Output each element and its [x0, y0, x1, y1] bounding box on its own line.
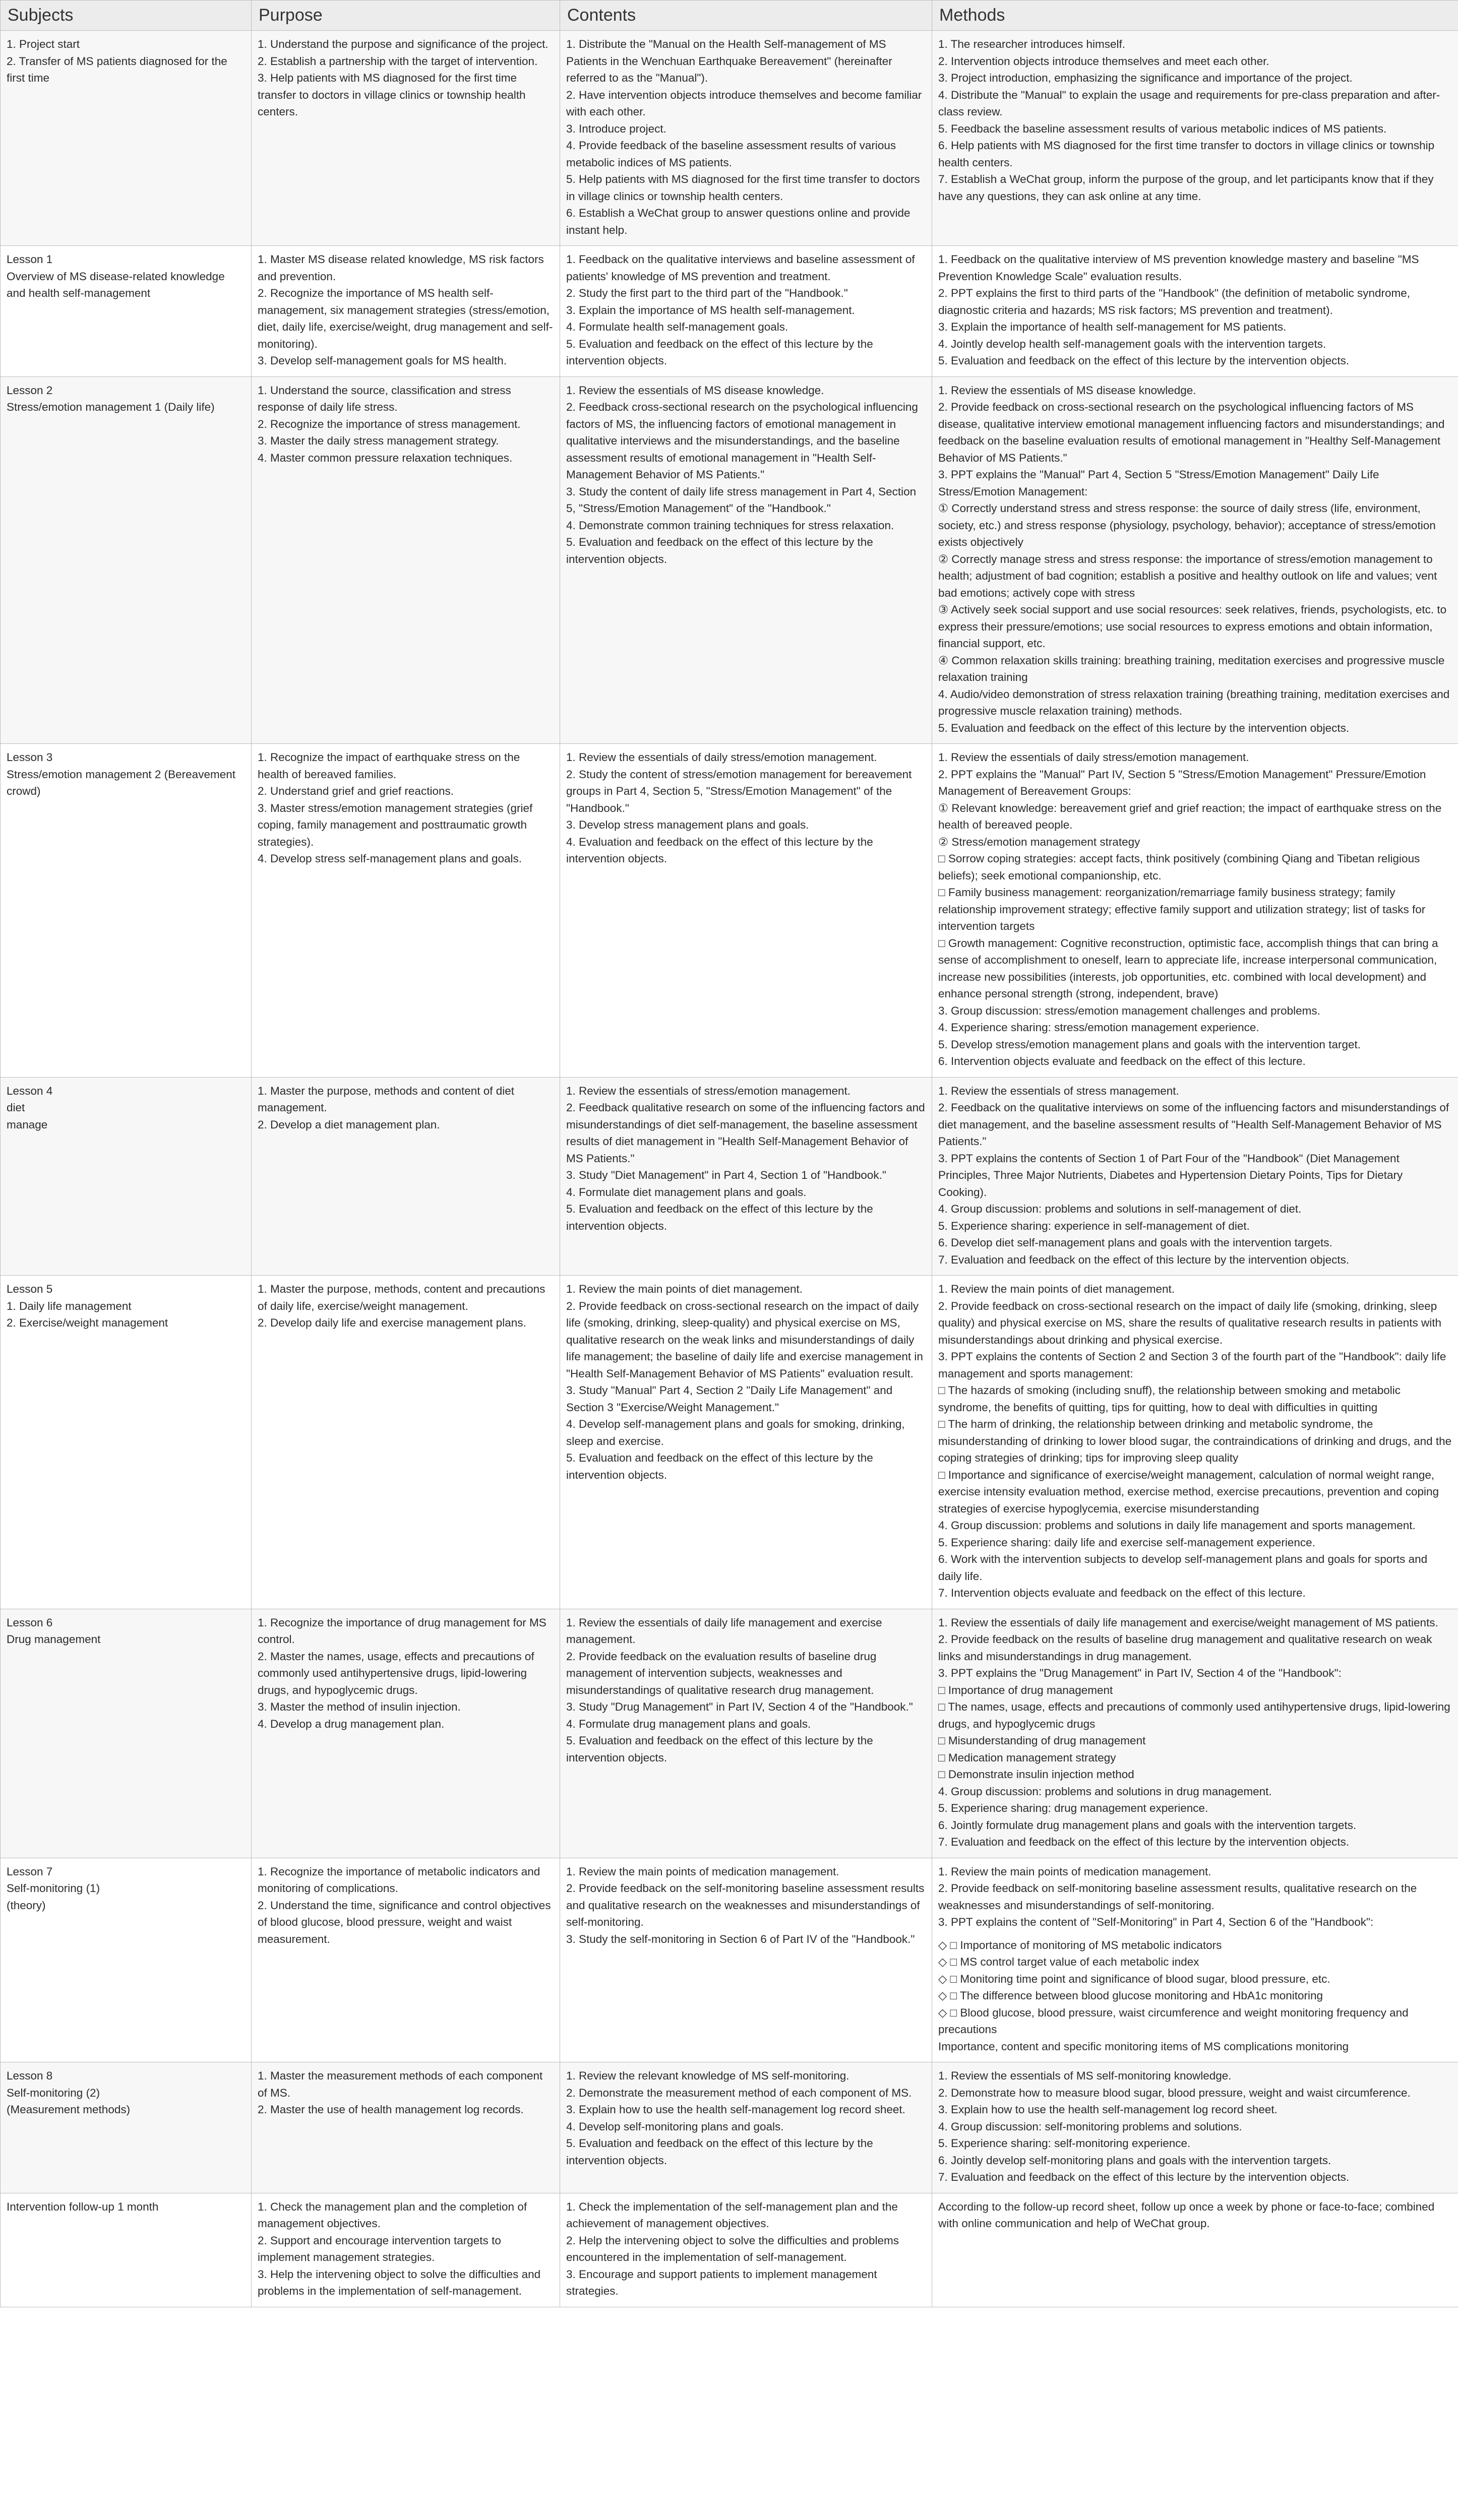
methods-line: 5. Experience sharing: self-monitoring experience.	[938, 2137, 1191, 2150]
methods-cell	[932, 1858, 1458, 2062]
methods-line: 4. Jointly develop health self-management goals with the intervention targets.	[938, 337, 1326, 350]
contents-cell	[560, 1077, 932, 1276]
methods-line: □ Family business management: reorganization/remarriage family business strategy; family relationship improvement strategy; effective family support and utilization strategy; list of tasks for intervention targets	[938, 886, 1426, 932]
contents-line: 5. Evaluation and feedback on the effect of this lecture by the intervention objects.	[566, 1734, 873, 1764]
contents-line: 1. Review the essentials of stress/emotion management.	[566, 1084, 851, 1097]
methods-line: □ Medication management strategy	[938, 1751, 1116, 1764]
purpose-cell	[252, 31, 560, 246]
purpose-line: 1. Master MS disease related knowledge, MS risk factors and prevention.	[258, 253, 544, 283]
methods-cell	[932, 376, 1458, 744]
methods-line: Importance, content and specific monitoring items of MS complications monitoring	[938, 2040, 1349, 2053]
subjects-line: 1. Project start	[7, 38, 80, 50]
table-row	[1, 2193, 1458, 2307]
methods-line: ◇ □ MS control target value of each metabolic index	[938, 1956, 1199, 1968]
subjects-line: manage	[7, 1118, 48, 1131]
subjects-line: Stress/emotion management 2 (Bereavement crowd)	[7, 768, 235, 797]
subjects-cell	[1, 1858, 252, 2062]
methods-line: 7. Intervention objects evaluate and feedback on the effect of this lecture.	[938, 1587, 1306, 1599]
subjects-line: Stress/emotion management 1 (Daily life)	[7, 401, 215, 413]
methods-line: 1. Review the main points of medication management.	[938, 1865, 1211, 1878]
methods-line: ② Stress/emotion management strategy	[938, 835, 1140, 848]
methods-line: □ The hazards of smoking (including snuff), the relationship between smoking and metabolic syndrome, the benefits of quitting, tips for quitting, how to deal with difficulties in quitting	[938, 1384, 1401, 1414]
contents-line: 2. Provide feedback on cross-sectional research on the impact of daily life (smoking, drinking, sleep-quality) and physical exercise on MS, qualitative research on the weak links and misunderstandings of daily life management; the baseline of daily life and exercise management in "Health Self-Management Behavior of MS Patients" evaluation result.	[566, 1299, 923, 1380]
methods-line: 5. Develop stress/emotion management plans and goals with the intervention target.	[938, 1038, 1361, 1051]
contents-line: 3. Study "Diet Management" in Part 4, Section 1 of "Handbook."	[566, 1169, 886, 1181]
methods-line: □ Growth management: Cognitive reconstruction, optimistic face, accomplish things that can bring a sense of accomplishment to oneself, learn to appreciate life, increase interpersonal communication, increase new possibilities (interests, job opportunities, etc. combined with local development) and enhance personal strength (strong, independent, brave)	[938, 936, 1438, 1000]
methods-line: 2. PPT explains the first to third parts of the "Handbook" (the definition of metabolic syndrome, diagnostic criteria and hazards; MS risk factors; MS prevention and treatment).	[938, 287, 1411, 317]
contents-line: 5. Evaluation and feedback on the effect of this lecture by the intervention objects.	[566, 536, 873, 565]
contents-line: 2. Study the first part to the third part of the "Handbook."	[566, 287, 848, 299]
header-methods: Methods	[932, 1, 1458, 31]
purpose-line: 2. Develop a diet management plan.	[258, 1118, 440, 1131]
subjects-cell	[1, 2193, 252, 2307]
methods-line: 6. Develop diet self-management plans and goals with the intervention targets.	[938, 1236, 1332, 1249]
subjects-line: Lesson 6	[7, 1616, 53, 1629]
purpose-line: 2. Understand the time, significance and control objectives of blood glucose, blood pressure, weight and waist measurement.	[258, 1899, 551, 1945]
methods-line: 2. Intervention objects introduce themselves and meet each other.	[938, 54, 1269, 68]
methods-line: 4. Group discussion: problems and solutions in self-management of diet.	[938, 1203, 1302, 1215]
contents-cell	[560, 1276, 932, 1609]
purpose-line: 3. Help patients with MS diagnosed for the first time transfer to doctors in village clinics or township health centers.	[258, 72, 526, 118]
purpose-line: 1. Master the measurement methods of each component of MS.	[258, 2069, 543, 2099]
contents-line: 2. Provide feedback on the evaluation results of baseline drug management of intervention subjects, weaknesses and misunderstandings of qualitative research drug management.	[566, 1650, 877, 1696]
subjects-line: (theory)	[7, 1899, 46, 1912]
methods-line: □ Sorrow coping strategies: accept facts, think positively (combining Qiang and Tibetan religious beliefs); seek emotional companionship, etc.	[938, 852, 1420, 882]
purpose-cell	[252, 1609, 560, 1858]
methods-line: 2. Provide feedback on self-monitoring baseline assessment results, qualitative research on the weaknesses and misunderstandings of self-monitoring.	[938, 1882, 1417, 1912]
contents-cell	[560, 2193, 932, 2307]
methods-line: 3. PPT explains the content of "Self-Monitoring" in Part 4, Section 6 of the "Handbook":	[938, 1916, 1374, 1928]
contents-line: 5. Evaluation and feedback on the effect of this lecture by the intervention objects.	[566, 1452, 873, 1481]
purpose-line: 2. Understand grief and grief reactions.	[258, 785, 454, 797]
table-body	[1, 31, 1458, 2307]
methods-line: 7. Evaluation and feedback on the effect of this lecture by the intervention objects.	[938, 1836, 1350, 1848]
contents-line: 4. Formulate diet management plans and goals.	[566, 1185, 807, 1199]
contents-cell	[560, 1858, 932, 2062]
purpose-cell	[252, 1077, 560, 1276]
subjects-line: diet	[7, 1101, 25, 1114]
contents-line: 2. Demonstrate the measurement method of each component of MS.	[566, 2086, 912, 2099]
methods-line: ◇ □ Monitoring time point and significance of blood sugar, blood pressure, etc.	[938, 1972, 1330, 1985]
contents-line: 4. Provide feedback of the baseline assessment results of various metabolic indices of MS patients.	[566, 139, 896, 169]
contents-line: 1. Feedback on the qualitative interviews and baseline assessment of patients' knowledge of MS prevention and treatment.	[566, 253, 915, 283]
contents-line: 3. Study the content of daily life stress management in Part 4, Section 5, "Stress/Emotion Management" of the "Handbook."	[566, 485, 917, 515]
purpose-line: 3. Develop self-management goals for MS health.	[258, 354, 507, 367]
contents-line: 1. Review the main points of medication management.	[566, 1865, 839, 1878]
purpose-cell	[252, 1858, 560, 2062]
methods-line: 3. Project introduction, emphasizing the significance and importance of the project.	[938, 72, 1353, 84]
subjects-line: 2. Exercise/weight management	[7, 1316, 168, 1329]
contents-line: 6. Establish a WeChat group to answer questions online and provide instant help.	[566, 207, 910, 236]
purpose-cell	[252, 1276, 560, 1609]
purpose-line: 4. Master common pressure relaxation techniques.	[258, 451, 513, 464]
contents-line: 1. Review the main points of diet management.	[566, 1283, 803, 1295]
contents-cell	[560, 376, 932, 744]
contents-line: 2. Feedback qualitative research on some of the influencing factors and misunderstandings of diet self-management, the baseline assessment results of diet management in "Health Self-Management Behavior of MS Patients."	[566, 1101, 925, 1165]
table-row	[1, 1858, 1458, 2062]
contents-line: 3. Study "Drug Management" in Part IV, Section 4 of the "Handbook."	[566, 1700, 913, 1713]
methods-line: 5. Experience sharing: experience in self-management of diet.	[938, 1219, 1250, 1232]
methods-line: 6. Jointly develop self-monitoring plans and goals with the intervention targets.	[938, 2154, 1331, 2167]
methods-line: 3. PPT explains the contents of Section 2 and Section 3 of the fourth part of the "Handbook": daily life management and sports management:	[938, 1350, 1446, 1380]
methods-line: 2. Provide feedback on the results of baseline drug management and qualitative research on weak links and misunderstandings in drug management.	[938, 1633, 1432, 1663]
methods-line: 5. Evaluation and feedback on the effect of this lecture by the intervention objects.	[938, 354, 1350, 367]
purpose-line: 3. Help the intervening object to solve the difficulties and problems in the implementation of self-management.	[258, 2267, 541, 2297]
methods-line: 1. Review the main points of diet management.	[938, 1283, 1175, 1295]
methods-line: 5. Experience sharing: drug management experience.	[938, 1802, 1208, 1814]
methods-line: 3. Group discussion: stress/emotion management challenges and problems.	[938, 1004, 1320, 1017]
subjects-line: Intervention follow-up 1 month	[7, 2200, 159, 2213]
purpose-line: 2. Master the names, usage, effects and precautions of commonly used antihypertensive drugs, lipid-lowering drugs, and hypoglycemic drugs.	[258, 1650, 534, 1696]
methods-line: ② Correctly manage stress and stress response: the importance of stress/emotion management to health; adjustment of bad cognition; establish a positive and healthy outlook on life and values; vent bad emotions; actively cope with stress	[938, 552, 1437, 599]
subjects-line: Lesson 2	[7, 384, 53, 397]
methods-line: □ The names, usage, effects and precautions of commonly used antihypertensive drugs, lipid-lowering drugs, and hypoglycemic drugs	[938, 1700, 1450, 1730]
methods-cell	[932, 1276, 1458, 1609]
table-row	[1, 1077, 1458, 1276]
methods-line: □ The harm of drinking, the relationship between drinking and metabolic syndrome, the misunderstanding of drinking to lower blood sugar, the contraindications of drinking and drugs, and the coping strategies of drinking; tips for improving sleep quality	[938, 1418, 1452, 1464]
subjects-line: Lesson 5	[7, 1283, 53, 1295]
subjects-line: Self-monitoring (2)	[7, 2086, 100, 2099]
contents-line: 5. Evaluation and feedback on the effect of this lecture by the intervention objects.	[566, 1203, 873, 1232]
table-row	[1, 2062, 1458, 2193]
purpose-line: 1. Master the purpose, methods and content of diet management.	[258, 1084, 515, 1114]
purpose-cell	[252, 744, 560, 1078]
subjects-line: 2. Transfer of MS patients diagnosed for the first time	[7, 54, 227, 84]
contents-line: 5. Evaluation and feedback on the effect of this lecture by the intervention objects.	[566, 2137, 873, 2167]
methods-line: 1. Review the essentials of stress management.	[938, 1084, 1179, 1097]
subjects-line: Lesson 4	[7, 1084, 53, 1097]
purpose-cell	[252, 246, 560, 377]
subjects-cell	[1, 1609, 252, 1858]
methods-line: 1. Review the essentials of MS disease knowledge.	[938, 384, 1196, 397]
methods-cell	[932, 744, 1458, 1078]
contents-line: 5. Help patients with MS diagnosed for the first time transfer to doctors in village clinics or township health centers.	[566, 173, 920, 203]
contents-cell	[560, 1609, 932, 1858]
methods-line: 5. Evaluation and feedback on the effect of this lecture by the intervention objects.	[938, 721, 1350, 734]
contents-line: 3. Study "Manual" Part 4, Section 2 "Daily Life Management" and Section 3 "Exercise/Weight Management."	[566, 1384, 893, 1414]
methods-line: 1. Review the essentials of daily stress/emotion management.	[938, 751, 1249, 764]
purpose-line: 1. Recognize the impact of earthquake stress on the health of bereaved families.	[258, 751, 520, 781]
contents-cell	[560, 31, 932, 246]
methods-line: 1. The researcher introduces himself.	[938, 38, 1126, 50]
purpose-cell	[252, 2193, 560, 2307]
contents-line: 4. Demonstrate common training techniques for stress relaxation.	[566, 519, 894, 532]
methods-line: 7. Evaluation and feedback on the effect of this lecture by the intervention objects.	[938, 1253, 1350, 1266]
methods-line: □ Importance and significance of exercise/weight management, calculation of normal weight range, exercise intensity evaluation method, exercise method, exercise precautions, prevention and coping strategies of exercise hypoglycemia, exercise misunderstanding	[938, 1468, 1439, 1515]
methods-line: 1. Review the essentials of MS self-monitoring knowledge.	[938, 2069, 1232, 2082]
table-row	[1, 1276, 1458, 1609]
methods-line: 6. Help patients with MS diagnosed for the first time transfer to doctors in village clinics or township health centers.	[938, 139, 1435, 169]
methods-line: 5. Experience sharing: daily life and exercise self-management experience.	[938, 1536, 1315, 1549]
contents-line: 4. Formulate drug management plans and goals.	[566, 1717, 811, 1730]
purpose-line: 1. Recognize the importance of drug management for MS control.	[258, 1616, 546, 1646]
contents-line: 2. Help the intervening object to solve the difficulties and problems encountered in the implementation of self-management.	[566, 2234, 899, 2263]
contents-line: 4. Develop self-management plans and goals for smoking, drinking, sleep and exercise.	[566, 1418, 905, 1447]
methods-line: 3. PPT explains the "Manual" Part 4, Section 5 "Stress/Emotion Management" Daily Life Stress/Emotion Management:	[938, 468, 1379, 498]
methods-cell	[932, 2062, 1458, 2193]
contents-line: 3. Encourage and support patients to implement management strategies.	[566, 2267, 877, 2297]
contents-line: 1. Review the relevant knowledge of MS self-monitoring.	[566, 2069, 849, 2082]
methods-cell	[932, 1077, 1458, 1276]
subjects-line: (Measurement methods)	[7, 2103, 131, 2116]
table-header	[1, 1, 1458, 31]
contents-line: 1. Review the essentials of daily life management and exercise management.	[566, 1616, 882, 1646]
methods-line: 3. PPT explains the contents of Section 1 of Part Four of the "Handbook" (Diet Management Principles, Three Major Nutrients, Diabetes and Hypertension Dietary Points, Tips for Dietary Cooking).	[938, 1152, 1403, 1199]
methods-line: ③ Actively seek social support and use social resources: seek relatives, friends, psychologists, etc. to express their pressure/emotions; use social resources to express emotions and obtain information, financial support, etc.	[938, 603, 1447, 650]
subjects-line: Drug management	[7, 1633, 101, 1646]
methods-line: 4. Experience sharing: stress/emotion management experience.	[938, 1021, 1259, 1034]
methods-line: □ Misunderstanding of drug management	[938, 1734, 1146, 1747]
methods-line: 4. Distribute the "Manual" to explain the usage and requirements for pre-class preparation and after-class review.	[938, 88, 1440, 118]
subjects-line: Lesson 3	[7, 751, 53, 764]
contents-cell	[560, 744, 932, 1078]
header-contents: Contents	[560, 1, 932, 31]
methods-line: □ Demonstrate insulin injection method	[938, 1768, 1134, 1781]
methods-cell	[932, 1609, 1458, 1858]
contents-line: 3. Explain how to use the health self-management log record sheet.	[566, 2103, 905, 2116]
methods-line: 2. Feedback on the qualitative interviews on some of the influencing factors and misunderstandings of diet management, and the baseline assessment results of "Health Self-Management Behavior of MS Patients."	[938, 1101, 1449, 1148]
table-row	[1, 376, 1458, 744]
methods-line: 7. Establish a WeChat group, inform the purpose of the group, and let participants know that if they have any questions, they can ask online at any time.	[938, 173, 1434, 203]
table-row	[1, 31, 1458, 246]
contents-line: 1. Check the implementation of the self-management plan and the achievement of management objectives.	[566, 2200, 898, 2230]
subjects-line: Lesson 1	[7, 253, 53, 266]
methods-line: 4. Group discussion: problems and solutions in daily life management and sports management.	[938, 1519, 1416, 1532]
methods-cell	[932, 246, 1458, 377]
methods-line: ◇ □ The difference between blood glucose monitoring and HbA1c monitoring	[938, 1989, 1323, 2002]
contents-line: 4. Formulate health self-management goals.	[566, 321, 788, 333]
contents-line: 2. Feedback cross-sectional research on the psychological influencing factors of MS, the influencing factors of emotional management in qualitative interviews and the misunderstandings, and the baseline assessment results of emotional management in "Health Self-Management Behavior of MS Patients."	[566, 401, 918, 481]
header-purpose: Purpose	[252, 1, 560, 31]
purpose-line: 2. Develop daily life and exercise management plans.	[258, 1316, 526, 1329]
contents-cell	[560, 2062, 932, 2193]
methods-line: 3. Explain the importance of health self-management for MS patients.	[938, 321, 1287, 333]
methods-line: 2. Provide feedback on cross-sectional research on the psychological influencing factors of MS disease, qualitative interview emotional management influencing factors and misunderstandings; and feedback on the baseline evaluation results of emotional management in "Healthy Self-Management Behavior of MS Patients."	[938, 401, 1445, 464]
table-row	[1, 744, 1458, 1078]
methods-line: □ Importance of drug management	[938, 1683, 1113, 1696]
purpose-line: 2. Master the use of health management log records.	[258, 2103, 524, 2116]
purpose-line: 4. Develop a drug management plan.	[258, 1717, 445, 1730]
subjects-cell	[1, 31, 252, 246]
contents-line: 1. Distribute the "Manual on the Health Self-management of MS Patients in the Wenchuan Earthquake Bereavement" (hereinafter referred to as the "Manual").	[566, 38, 892, 84]
purpose-line: 2. Establish a partnership with the target of intervention.	[258, 54, 538, 68]
contents-line: 2. Study the content of stress/emotion management for bereavement groups in Part 4, Section 5, "Stress/Emotion Management" of the "Handbook."	[566, 768, 912, 814]
methods-line: According to the follow-up record sheet, follow up once a week by phone or face-to-face; combined with online communication and help of WeChat group.	[938, 2200, 1435, 2230]
subjects-cell	[1, 2062, 252, 2193]
purpose-line: 2. Support and encourage intervention targets to implement management strategies.	[258, 2234, 501, 2263]
subjects-cell	[1, 376, 252, 744]
methods-line: ① Relevant knowledge: bereavement grief and grief reaction; the impact of earthquake stress on the health of bereaved people.	[938, 801, 1442, 831]
header-subjects: Subjects	[1, 1, 252, 31]
contents-line: 1. Review the essentials of MS disease knowledge.	[566, 384, 824, 397]
contents-line: 4. Develop self-monitoring plans and goals.	[566, 2120, 784, 2133]
header-row	[1, 1, 1458, 31]
purpose-line: 2. Recognize the importance of MS health self-management, six management strategies (stress/emotion, diet, daily life, exercise/weight, drug management and self-monitoring).	[258, 287, 553, 350]
methods-line: ◇ □ Blood glucose, blood pressure, waist circumference and weight monitoring frequency and precautions	[938, 2006, 1409, 2036]
purpose-line: 1. Master the purpose, methods, content and precautions of daily life, exercise/weight management.	[258, 1283, 545, 1312]
methods-line: 2. Provide feedback on cross-sectional research on the impact of daily life (smoking, drinking, sleep quality) and physical exercise on MS, share the results of qualitative research results in patients with misunderstandings about drinking and physical exercise.	[938, 1299, 1441, 1346]
methods-line: 6. Jointly formulate drug management plans and goals with the intervention targets.	[938, 1818, 1357, 1832]
methods-cell	[932, 2193, 1458, 2307]
purpose-line: 1. Understand the source, classification and stress response of daily life stress.	[258, 384, 511, 413]
purpose-cell	[252, 376, 560, 744]
subjects-line: Self-monitoring (1)	[7, 1882, 100, 1895]
contents-line: 2. Have intervention objects introduce themselves and become familiar with each other.	[566, 88, 922, 118]
purpose-cell	[252, 2062, 560, 2193]
methods-line: 4. Audio/video demonstration of stress relaxation training (breathing training, meditation exercises and progressive muscle relaxation training) methods.	[938, 687, 1450, 717]
methods-line: 3. PPT explains the "Drug Management" in Part IV, Section 4 of the "Handbook":	[938, 1667, 1342, 1679]
contents-line: 3. Study the self-monitoring in Section 6 of Part IV of the "Handbook."	[566, 1932, 915, 1945]
purpose-line: 3. Master the method of insulin injection.	[258, 1700, 461, 1713]
subjects-line: 1. Daily life management	[7, 1299, 132, 1312]
methods-line: 1. Feedback on the qualitative interview of MS prevention knowledge mastery and baseline "MS Prevention Knowledge Scale" evaluation results.	[938, 253, 1419, 283]
contents-line: 3. Explain the importance of MS health self-management.	[566, 303, 855, 317]
methods-line: 7. Evaluation and feedback on the effect of this lecture by the intervention objects.	[938, 2171, 1350, 2183]
table-row	[1, 246, 1458, 377]
purpose-line: 4. Develop stress self-management plans and goals.	[258, 852, 522, 865]
subjects-cell	[1, 744, 252, 1078]
subjects-line: Lesson 8	[7, 2069, 53, 2082]
methods-line: ◇ □ Importance of monitoring of MS metabolic indicators	[938, 1938, 1222, 1951]
purpose-line: 3. Master stress/emotion management strategies (grief coping, family management and posttraumatic growth strategies).	[258, 801, 533, 848]
contents-line: 3. Introduce project.	[566, 122, 666, 135]
subjects-line: Lesson 7	[7, 1865, 53, 1878]
subjects-cell	[1, 1077, 252, 1276]
methods-line: 6. Work with the intervention subjects to develop self-management plans and goals for sports and daily life.	[938, 1553, 1428, 1583]
subjects-cell	[1, 246, 252, 377]
subjects-line: Overview of MS disease-related knowledge and health self-management	[7, 270, 225, 299]
contents-line: 3. Develop stress management plans and goals.	[566, 818, 809, 831]
purpose-line: 3. Master the daily stress management strategy.	[258, 434, 499, 447]
methods-line	[938, 1931, 1452, 1937]
contents-line: 5. Evaluation and feedback on the effect of this lecture by the intervention objects.	[566, 337, 873, 367]
purpose-line: 1. Check the management plan and the completion of management objectives.	[258, 2200, 527, 2230]
contents-cell	[560, 246, 932, 377]
purpose-line: 1. Recognize the importance of metabolic indicators and monitoring of complications.	[258, 1865, 540, 1895]
methods-line: 3. Explain how to use the health self-management log record sheet.	[938, 2103, 1278, 2116]
contents-line: 1. Review the essentials of daily stress/emotion management.	[566, 751, 877, 764]
contents-line: 2. Provide feedback on the self-monitoring baseline assessment results and qualitative research on the weaknesses and misunderstandings of self-monitoring.	[566, 1882, 925, 1928]
table-row	[1, 1609, 1458, 1858]
methods-line: 2. Demonstrate how to measure blood sugar, blood pressure, weight and waist circumference.	[938, 2086, 1411, 2099]
methods-line: 2. PPT explains the "Manual" Part IV, Section 5 "Stress/Emotion Management" Pressure/Emotion Management of Bereavement Groups:	[938, 768, 1426, 797]
methods-line: 6. Intervention objects evaluate and feedback on the effect of this lecture.	[938, 1055, 1306, 1067]
methods-line: 1. Review the essentials of daily life management and exercise/weight management of MS patients.	[938, 1616, 1438, 1629]
subjects-cell	[1, 1276, 252, 1609]
methods-line: 4. Group discussion: self-monitoring problems and solutions.	[938, 2120, 1242, 2133]
methods-line: 4. Group discussion: problems and solutions in drug management.	[938, 1785, 1272, 1798]
methods-line: 5. Feedback the baseline assessment results of various metabolic indices of MS patients.	[938, 122, 1387, 135]
purpose-line: 2. Recognize the importance of stress management.	[258, 417, 521, 430]
purpose-line: 1. Understand the purpose and significance of the project.	[258, 38, 549, 50]
contents-line: 4. Evaluation and feedback on the effect of this lecture by the intervention objects.	[566, 835, 873, 865]
methods-cell	[932, 31, 1458, 246]
methods-line: ① Correctly understand stress and stress response: the source of daily stress (life, environment, society, etc.) and stress response (physiology, psychology, behavior); acceptance of stress/emotion exists objectively	[938, 502, 1436, 548]
methods-line: ④ Common relaxation skills training: breathing training, meditation exercises and progressive muscle relaxation training	[938, 654, 1445, 683]
